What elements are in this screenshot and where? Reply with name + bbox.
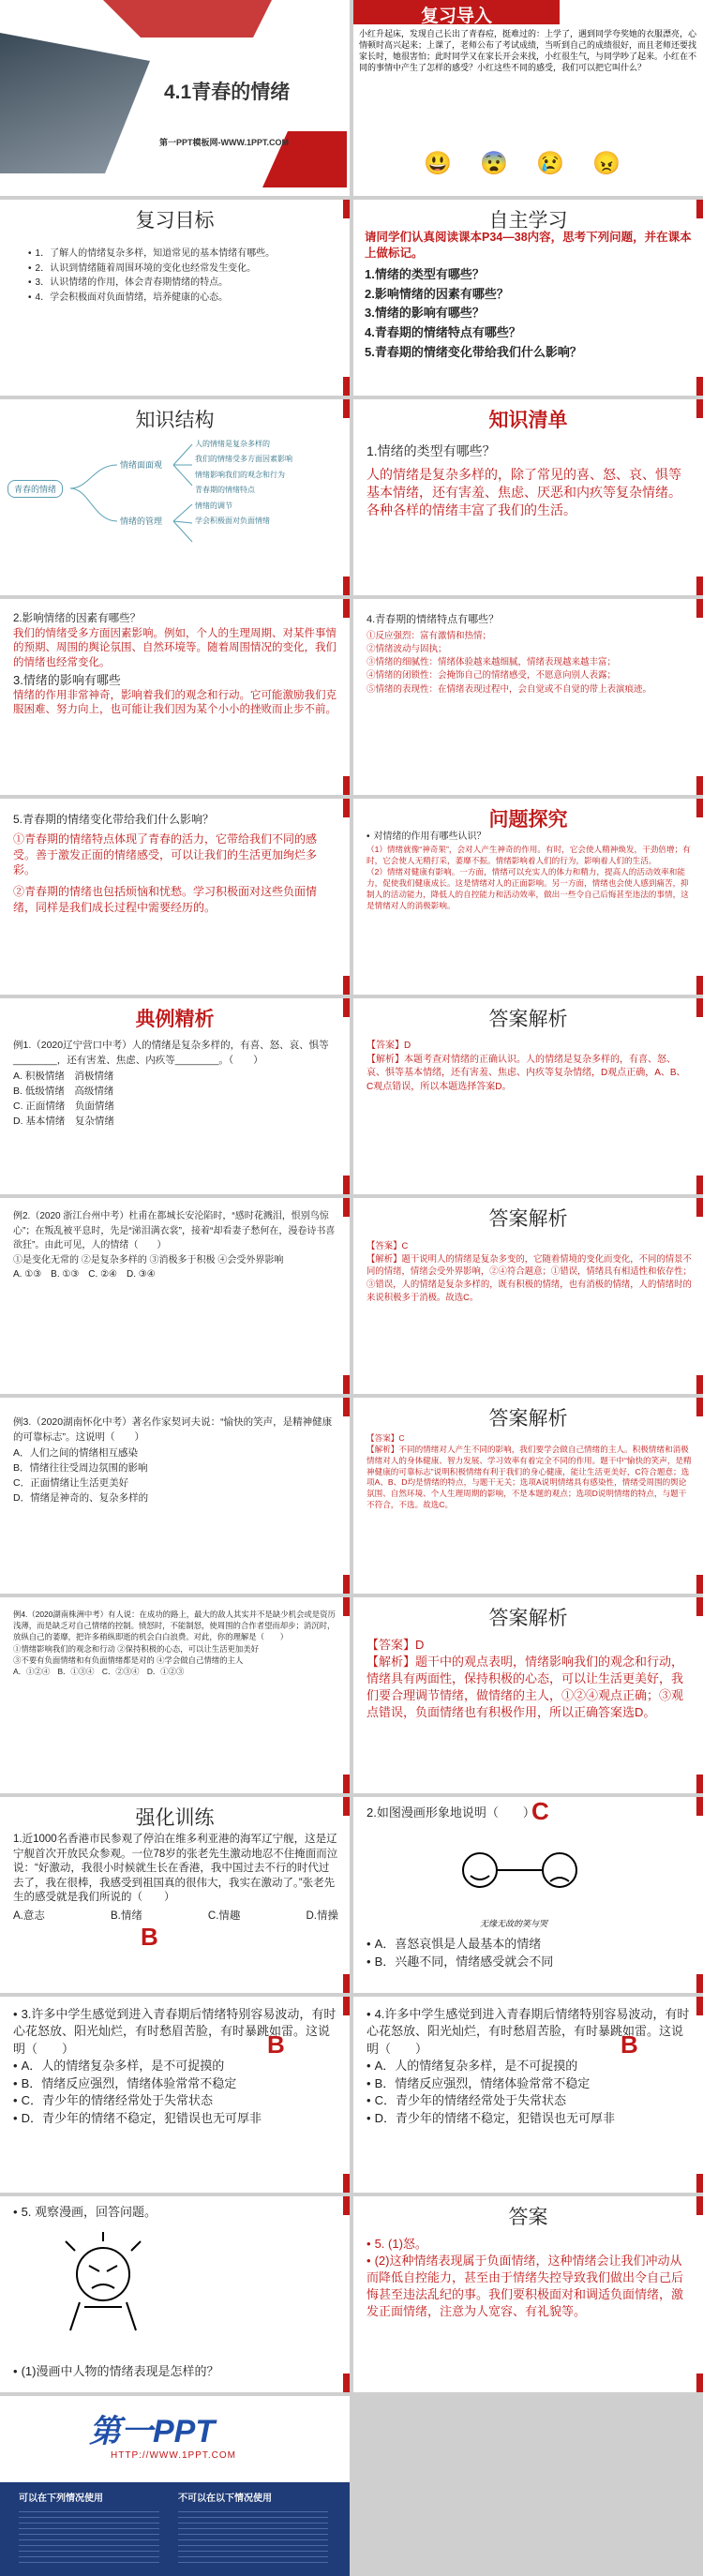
options: A．①②④ B．①③④ C．②③④ D．①②③: [13, 1666, 185, 1676]
answer: 【答案】D: [366, 1638, 425, 1652]
option: • C．青少年的情绪经常处于失常状态: [13, 2092, 338, 2109]
explanation: 【解析】题干中的观点表明，情绪影响我们的观念和行动，情绪具有两面性，保持积极的心态，可以让生活更美好，我们要合理调节情绪，做情绪的主人，①②④观点正确；③观点错误，负面情绪也有积极作用，所以正确答案选D。: [366, 1654, 684, 1719]
explanation: 【解析】不同的情绪对人产生不同的影响，我们要学会做自己情绪的主人。积极情绪和消极情绪对人的身体健康、智力发展、学习效率有着完全不同的作用。题干中“愉快的笑声，是精神健康的可靠标志”说明积极情绪有利于我们的身心健康，能让生活更美好，C符合题意；选项A、B、D均是情绪的特点，与题干无关；选项A说明情绪具有感染性，情绪受周围的舆论氛围、自然环境、个人生理周期的影响，不是本题的观点；选项D说明情绪的特点，与题干不符合，不选。故选C。: [366, 1444, 692, 1510]
option: A. 积极情绪 消极情绪: [13, 1070, 114, 1082]
list-question: 4.青春期的情绪特点有哪些？: [366, 614, 500, 625]
answer: 【答案】D: [366, 1041, 411, 1051]
option: • B．情绪反应强烈，情绪体验常常不稳定: [13, 2075, 338, 2092]
list-answer: 情绪的作用非常神奇，影响着我们的观念和行动。它可能激励我们克服困难、努力向上，也可能让我们因为某个小小的挫败而止步不前。: [13, 689, 337, 716]
list-answer: ①青春期的情绪特点体现了青春的活力，它带给我们不同的感受。善于激发正面的情绪感受，可以让我们的生活更加绚烂多彩。: [13, 831, 318, 877]
goal-item: • 4．学会积极面对负面情绪，培养健康的心态。: [28, 291, 338, 306]
explanation: 【解析】本题考查对情绪的正确认识。人的情绪是复杂多样的，有喜、怒、哀、惧等基本情绪，还有害羞、焦虑、内疚等复杂情绪，D观点正确，A、B、C观点错误，所以本题选择答案D。: [366, 1054, 686, 1092]
slide-title: 问题探究: [488, 809, 568, 831]
mindmap-leaf: 学会积极面对负面情绪: [195, 516, 270, 525]
self-q: 4.青春期的情绪特点有哪些？: [365, 325, 521, 340]
sub-question: • (1)漫画中人物的情绪表现是怎样的？: [13, 2363, 338, 2381]
slide-self-study: [353, 200, 703, 396]
slide-list-1: [353, 399, 703, 595]
cover-title: 4.1青春的情绪: [164, 82, 291, 103]
slide-title: 复习目标: [135, 210, 215, 232]
slide-title: 知识清单: [488, 410, 568, 431]
answer: • 5. (1)怒。: [366, 2236, 692, 2253]
option: • C．青少年的情绪经常处于失常状态: [366, 2092, 692, 2109]
option: • D．青少年的情绪不稳定，犯错误也无可厚非: [366, 2110, 692, 2127]
inquiry-point: （2）情绪对健康有影响。一方面，情绪可以充实人的体力和精力，提高人的活动效率和能力，促使我们健康成长。这是情绪对人的正面影响。另一方面，情绪也会使人感到痛苦，抑制人的活动能力，降低人的自控能力和活动效率，做出一些令自己后悔甚至违法的事情，这是情绪对人的消极影响。: [366, 867, 689, 911]
footer-allowed: 可以在下列情况使用: [19, 2494, 103, 2504]
list-answer: 我们的情绪受多方面因素影响。例如，个人的生理周期、对某件事情的预期、周围的舆论氛围、自然环境等。随着周围情况的变化，我们的情绪也经常变化。: [13, 627, 337, 668]
answer: • (2)这种情绪表现属于负面情绪，这种情绪会让我们冲动从而降低自控能力，甚至由于情绪失控导致我们做出令自己后悔甚至违法乱纪的事。我们要积极面对和调适负面情绪，激发正面情绪，注意为人宽容、有礼貌等。: [366, 2253, 692, 2320]
option: • D．青少年的情绪不稳定，犯错误也无可厚非: [13, 2110, 338, 2127]
slide-structure: [0, 399, 350, 595]
slide-inquiry: [353, 799, 703, 995]
option: B．情绪往往受周边氛围的影响: [13, 1461, 148, 1474]
option: • A．人的情绪复杂多样，是不可捉摸的: [366, 2058, 692, 2074]
mindmap-leaf: 人的情绪是复杂多样的: [195, 440, 270, 448]
list-answer: 人的情绪是复杂多样的，除了常见的喜、怒、哀、惧等基本情绪，还有害羞、焦虑、厌恶和内疚等复杂情绪。各种各样的情绪丰富了我们的生活。: [366, 467, 681, 518]
slide-training: [0, 1797, 350, 1993]
list-question: 5.青春期的情绪变化带给我们什么影响？: [13, 813, 215, 826]
review-text: 小红升起床，发现自己长出了青春痘，挺难过的：上学了，遇到同学夸奖她的衣服漂亮，心情顿时高兴起来；上课了，老师公布了考试成绩，当听到自己的成绩很好，而且老师还要找家长时，她很害怕；此时同学又在家长开会来找，小红很生气，与同学吵了起来。小红在不同的事情中产生了怎样的感受？小红这些不同的感受，我们可以把它叫什么？: [359, 29, 697, 73]
cartoon-caption: 无缘无故的笑与哭: [480, 1919, 548, 1928]
statements: ①情绪影响我们的观念和行动 ②保持积极的心态，可以让生活更加美好: [13, 1643, 259, 1654]
option: A．人们之间的情绪相互感染: [13, 1446, 139, 1459]
self-intro: 请同学们认真阅读课本P34—38内容，思考下列问题，并在课本上做标记。: [365, 231, 692, 260]
list-question: 2.影响情绪的因素有哪些？: [13, 613, 142, 624]
option: • B．情绪反应强烈，情绪体验常常不稳定: [366, 2075, 692, 2092]
slide-list-2: [0, 599, 350, 795]
slide-list-3: [353, 599, 703, 795]
option: D．情绪是神奇的、复杂多样的: [13, 1492, 149, 1505]
inquiry-question: • 对情绪的作用有哪些认识？: [366, 831, 692, 844]
slide-example-2: [0, 1198, 350, 1394]
option: A.意志: [13, 1910, 45, 1922]
mindmap-leaf: 情绪的调节: [195, 501, 232, 510]
slide-review: [353, 0, 703, 196]
answer-mark: B: [141, 1923, 158, 1951]
slide-title: 典例精析: [135, 1009, 215, 1030]
footer-logo: 第一PPT: [89, 2414, 216, 2449]
slide-title: 答案: [508, 2207, 548, 2228]
answer-mark: C: [531, 1797, 549, 1825]
question: 1.近1000名香港市民参观了停泊在维多利亚港的海军辽宁舰，这是辽宁舰首次开放民众参观。一位78岁的张老先生激动地忍不住掩面而泣说：“好激动，我很小时候就生长在香港，我中国过去不行的时代过去了，我在很棒，我感受到祖国真的很伟大，我实在激动了。”张老先生的感受就是我们所说的（ ）: [13, 1834, 338, 1904]
goal-item: • 2．认识到情绪随着周围环境的变化也经常发生变化。: [28, 262, 338, 277]
angry-cartoon: [37, 2232, 169, 2335]
option: C．正面情绪让生活更美好: [13, 1477, 129, 1490]
slide-footer: [0, 2396, 350, 2576]
option: B.情绪: [110, 1910, 142, 1922]
slide-title: 强化训练: [135, 1807, 215, 1829]
list-answer: ②青春期的情绪也包括烦恼和忧愁。学习积极面对这些负面情绪，同样是我们成长过程中需要经历的。: [13, 885, 318, 914]
slide-answer-3: [353, 1398, 703, 1594]
option: • A．喜怒哀惧是人最基本的情绪: [366, 1936, 692, 1954]
statements: ①是变化无常的 ②是复杂多样的 ③消极多于积极 ④会受外界影响: [13, 1254, 284, 1266]
question: • 3.许多中学生感觉到进入青春期后情绪特别容易波动，有时心花怒放、阳光灿烂，有时愁眉苦脸，有时暴跳如雷。这说明（ ）: [13, 2006, 338, 2058]
option: C. 正面情绪 负面情绪: [13, 1101, 114, 1113]
option: D. 基本情绪 复杂情绪: [13, 1116, 114, 1128]
example-text: 例1.（2020辽宁营口中考）人的情绪是复杂多样的，有喜、怒、哀、惧等________，还有害羞、焦虑、内疚等________。（ ）: [13, 1040, 329, 1067]
slide-answer-5: [353, 2196, 703, 2392]
question: • 5. 观察漫画，回答问题。: [13, 2204, 338, 2222]
list-item: ②情绪波动与固执；: [366, 643, 447, 654]
slide-title: 自主学习: [488, 210, 568, 232]
goal-item: • 3．认识情绪的作用，体会青春期情绪的特点。: [28, 276, 338, 291]
cartoon-illustration: [438, 1835, 606, 1924]
slide-title: 答案解析: [488, 1408, 568, 1430]
question: • 4.许多中学生感觉到进入青春期后情绪特别容易波动，有时心花怒放、阳光灿烂，有时愁眉苦脸，有时暴跳如雷。这说明（ ）: [366, 2006, 692, 2058]
list-item: ③情绪的细腻性：情绪体验越来越细腻，情绪表现越来越丰富；: [366, 657, 617, 667]
goal-item: • 1．了解人的情绪复杂多样，知道常见的基本情绪有哪些。: [28, 247, 338, 262]
slide-title: 答案解析: [488, 1608, 568, 1629]
slide-title: 复习导入: [420, 7, 492, 26]
slide-goals: [0, 200, 350, 396]
mindmap-leaf: 青春期的情绪特点: [195, 486, 255, 495]
slide-title: 答案解析: [488, 1009, 568, 1030]
option: • A．人的情绪复杂多样，是不可捉摸的: [13, 2058, 338, 2074]
example-text: 例4.（2020湖南株洲中考）有人说：在成功的路上，最大的敌人其实并不是缺少机会或是资历浅薄，而是缺乏对自己情绪的控制。愤怒时，不能制怒，使周围的合作者望而却步；消沉时，放纵自己的萎靡，把许多稍纵即逝的机会白白浪费。对此，你的理解是（ ）: [13, 1610, 336, 1642]
option: B. 低级情绪 高级情绪: [13, 1085, 114, 1097]
slide-example-3: [0, 1398, 350, 1594]
slide-answer-4: [353, 1597, 703, 1793]
slide-answer-2: [353, 1198, 703, 1394]
list-question: 3.情绪的影响有哪些: [13, 673, 121, 688]
self-q: 2.影响情绪的因素有哪些？: [365, 286, 509, 301]
list-item: ⑤情绪的表现性：在情绪表现过程中，会自觉或不自觉的带上表演痕迹。: [366, 683, 652, 695]
option: D.情操: [306, 1910, 338, 1922]
slide-example-1: [0, 998, 350, 1194]
slide-title: 知识结构: [135, 410, 215, 431]
slide-cover: [0, 0, 350, 196]
self-q: 1.情绪的类型有哪些？: [365, 266, 485, 281]
answer-mark: B: [621, 2030, 638, 2059]
slide-title: 答案解析: [488, 1208, 568, 1230]
slide-question-3: [0, 1997, 350, 2193]
inquiry-point: （1）情绪就像“神奇果”，会对人产生神奇的作用。有时，它会使人精神焕发，干劲倍增；有时，它会使人无精打采，萎靡不振。情绪影响着人们的行为，影响着人们的生活。: [366, 845, 691, 866]
slide-list-4: [0, 799, 350, 995]
answer-mark: B: [267, 2030, 285, 2059]
emoji-illustration: 😃 😨 😢 😠: [424, 151, 621, 176]
mindmap-leaf: 情绪影响我们的观念和行为: [195, 470, 285, 479]
option: C.情趣: [207, 1910, 241, 1922]
footer-forbidden: 不可以在以下情况使用: [178, 2494, 272, 2504]
slide-answer-1: [353, 998, 703, 1194]
mindmap-branch: 情绪面面观: [120, 460, 163, 470]
question: 2.如图漫画形象地说明（ ）: [366, 1805, 535, 1820]
list-question: 1.情绪的类型有哪些？: [366, 443, 496, 458]
example-text: 例2.（2020 浙江台州中考）杜甫在都城长安沦陷时，“感时花溅泪，恨别鸟惊心”；在叛乱被平息时，先是“涕泪满衣裳”，接着“却看妻子愁何在，漫卷诗书喜欲狂”。由此可见，人的情绪（ ）: [13, 1211, 336, 1251]
explanation: 【解析】题干说明人的情绪是复杂多变的，它随着情境的变化而变化，不同的情景不同的情绪，情绪会受外界影响，②④符合题意；①错误，情绪具有相适性和依存性；③错误，人的情绪是复杂多样的，既有积极的情绪，也有消极的情绪，人的情绪时的来说积极多于消极。故选C。: [366, 1252, 692, 1302]
options: A. ①③ B. ①③ C. ②④ D. ③④: [13, 1269, 156, 1280]
slide-question-5: [0, 2196, 350, 2392]
slide-cartoon: [353, 1797, 703, 1993]
statements: ③不要有负面情绪和有负面情绪都是对的 ④学会做自己情绪的主人: [13, 1655, 244, 1665]
mindmap-branch: 情绪的管理: [120, 517, 163, 526]
example-text: 例3.（2020湖南怀化中考）著名作家契诃夫说：“愉快的笑声，是精神健康的可靠标志”。这说明（ ）: [13, 1416, 333, 1444]
self-q: 5.青春期的情绪变化带给我们什么影响？: [365, 344, 582, 359]
list-item: ①反应强烈：富有激情和热情；: [366, 630, 492, 641]
option: • B．兴趣不同，情绪感受就会不同: [366, 1954, 692, 1971]
mindmap-root: 青春的情绪: [7, 480, 63, 498]
cover-site: 第一PPT模板网-WWW.1PPT.COM: [159, 138, 289, 147]
self-q: 3.情绪的影响有哪些？: [365, 306, 485, 321]
mindmap-leaf: 我们的情绪受多方面因素影响: [195, 455, 292, 464]
answer: 【答案】C: [366, 1240, 409, 1251]
footer-url: HTTP://WWW.1PPT.COM: [111, 2450, 236, 2461]
slide-question-4: [353, 1997, 703, 2193]
list-item: ④情绪的闭锁性：会掩饰自己的情绪感受，不愿意向别人表露；: [366, 670, 617, 681]
slide-example-4: [0, 1597, 350, 1793]
answer: 【答案】C: [366, 1433, 405, 1443]
